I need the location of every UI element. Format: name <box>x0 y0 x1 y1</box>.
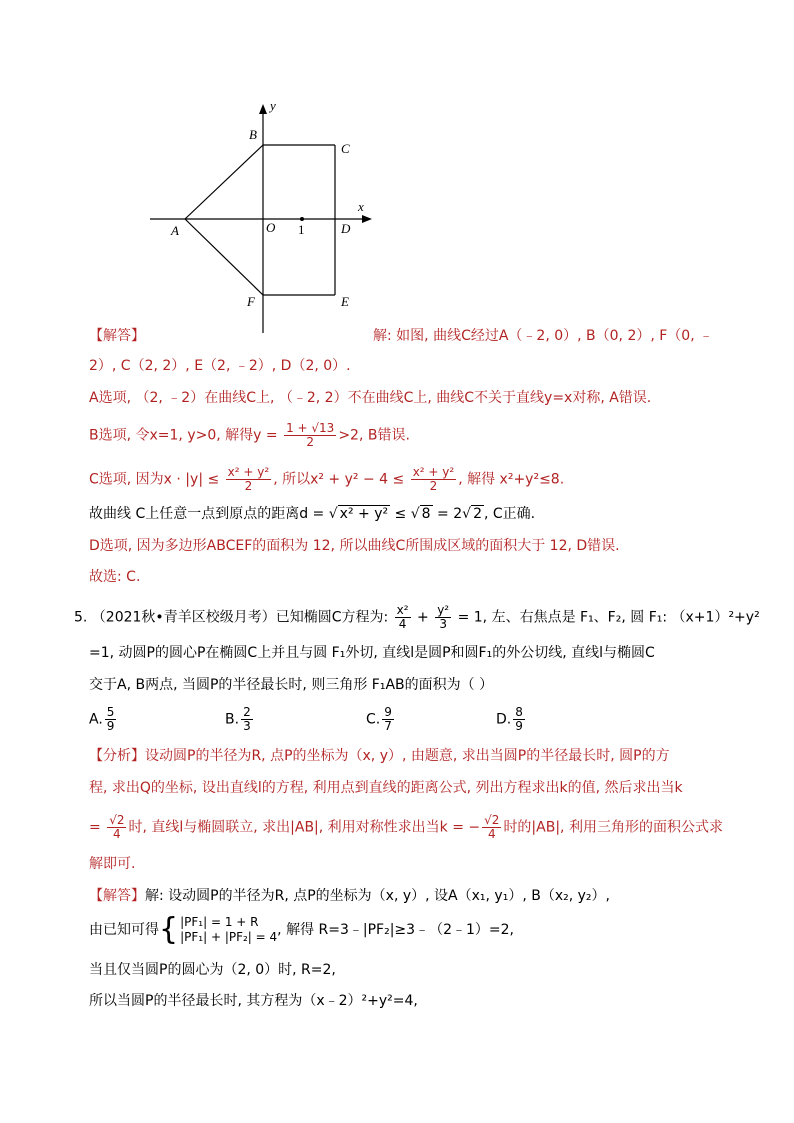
answer5-line4: 所以当圆P的半径最长时, 其方程为（x﹣2）²+y²=4, <box>89 993 418 1009</box>
option-C[interactable]: C. $\frac{9}{7}$ <box>366 705 392 733</box>
label-E: E <box>341 294 349 309</box>
label-y: y <box>270 98 276 113</box>
optB-fraction: $\frac{1 + √13}{2}$ <box>286 421 335 449</box>
solution4-head <box>89 326 145 346</box>
label-C: C <box>341 141 350 156</box>
q5-options <box>89 706 709 740</box>
label-F: F <box>247 294 255 309</box>
coordinate-figure <box>0 0 794 340</box>
segment-AF <box>185 219 263 295</box>
optC-fraction-2: $\frac{\text{x² + y²}}{2}$ <box>412 465 455 493</box>
option-B[interactable]: B. $\frac{2}{3}$ <box>225 705 251 733</box>
analysis-line4: 解即可. <box>89 856 136 872</box>
option-D[interactable]: D. $\frac{8}{9}$ <box>496 705 523 733</box>
answer5-tag: 【解答】 <box>89 888 145 904</box>
solution4-points: 2）, C（2, 2）, E（2, ﹣2）, D（2, 0）. <box>89 358 351 374</box>
q5-line2: =1, 动圆P的圆心P在椭圆C上并且与圆 F₁外切, 直线l是圆P和圆F₁的外公切线, 直线l与椭圆C <box>89 645 655 661</box>
optC-fraction-1: $\frac{\text{x² + y²}}{2}$ <box>227 465 270 493</box>
analysis-line1: 【分析】设动圆P的半径为R, 点P的坐标为（x, y）, 由题意, 求出当圆P的半径最长时, 圆P的方 <box>89 748 670 764</box>
y-axis-arrow <box>259 104 267 114</box>
solution4-optD: D选项, 因为多边形ABCEF的面积为 12, 所以曲线C所围成区域的面积大于 12, D错误. <box>89 538 620 554</box>
solution4-distance: 故曲线 C上任意一点到原点的距离d = √ x² + y² ≤ √ 8 = 2√ 2 , C正确. <box>89 506 536 522</box>
point-one <box>300 217 304 221</box>
analysis-frac-2: $\frac{√2}{4}$ <box>484 813 500 841</box>
solution4-choose: 故选: C. <box>89 569 141 585</box>
analysis-tag: 【分析】 <box>89 748 145 764</box>
option-A[interactable]: A. $\frac{5}{9}$ <box>89 705 115 733</box>
answer5-line1: 【解答】解: 设动圆P的半径为R, 点P的坐标为（x, y）, 设A（x₁, y₁）, B（x₂, y₂）, <box>89 888 610 904</box>
label-A: A <box>171 223 179 238</box>
left-brace: { <box>159 912 179 947</box>
label-O: O <box>266 220 276 235</box>
analysis-line3: = $\frac{√2}{4}$ 时, 直线l与椭圆联立, 求出|AB|, 利用对称性求出当k = − $\frac{√2}{4}$ 时的|AB|, 利用三角形的面积公式求 <box>89 813 723 841</box>
label-B: B <box>249 127 257 142</box>
solution4-optB: B选项, 令x=1, y>0, 解得y = $\frac{1 + √13}{2}$ >2, B错误. <box>89 421 410 449</box>
solution4-head-text: 解: 如图, 曲线C经过A（﹣2, 0）, B（0, 2）, F（0, ﹣ <box>373 328 714 344</box>
label-one: 1 <box>298 222 305 237</box>
analysis-line2: 程, 求出Q的坐标, 设出直线l的方程, 利用点到直线的距离公式, 列出方程求出k的值, 然后求出当k <box>89 780 683 796</box>
solution4-optA: A选项, （2, ﹣2）在曲线C上, （﹣2, 2）不在曲线C上, 曲线C不关于直线y=x对称, A错误. <box>89 390 652 406</box>
answer-tag: 【解答】 <box>89 328 145 344</box>
q5-line3: 交于A, B两点, 当圆P的半径最长时, 则三角形 F₁AB的面积为（ ） <box>89 677 494 693</box>
label-x: x <box>358 199 364 214</box>
label-D: D <box>341 221 351 236</box>
segment-AB <box>185 145 263 219</box>
answer5-line2: 由已知可得{ |PF₁| = 1 + R |PF₁| + |PF₂| = 4 , 解得 R=3﹣|PF₂|≥3﹣（2﹣1）=2, <box>89 912 514 947</box>
q5-line1: 5. （2021秋•青羊区校级月考）已知椭圆C方程为: $\frac{\text{x²}}{4}$ + $\frac{\text{y²}}{3}$ = 1, 左、右焦点是 F₁、F₂, 圆 F₁: （x+1）²+y² <box>74 603 760 631</box>
q5-frac-x: $\frac{\text{x²}}{4}$ <box>396 603 409 631</box>
answer5-line3: 当且仅当圆P的圆心为（2, 0）时, R=2, <box>89 962 336 978</box>
x-axis-arrow <box>362 215 372 223</box>
q5-frac-y: $\frac{\text{y²}}{3}$ <box>437 603 450 631</box>
analysis-frac-1: $\frac{√2}{4}$ <box>109 813 125 841</box>
solution4-optC: C选项, 因为x · |y| ≤ $\frac{\text{x² + y²}}{2}$ , 所以x² + y² − 4 ≤ $\frac{\text{x² + y²}}{2}$ , 解得 x²+y²≤8. <box>89 465 565 493</box>
equation-system: |PF₁| = 1 + R |PF₁| + |PF₂| = 4 <box>180 915 278 944</box>
